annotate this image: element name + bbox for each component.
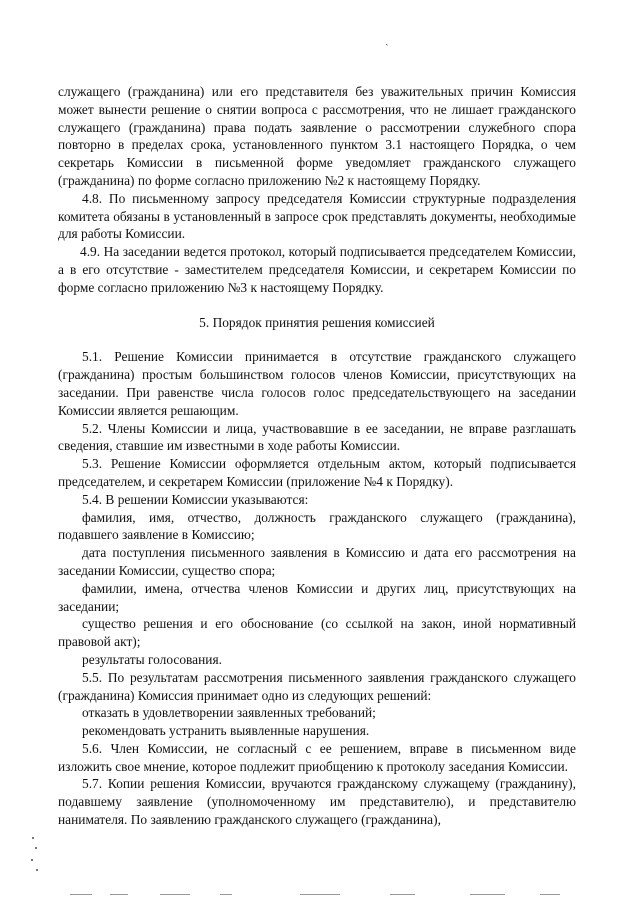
list-item-members: фамилии, имена, отчества членов Комиссии и других лиц, присутствующих на заседании; xyxy=(58,580,576,614)
list-item-dates: дата поступления письменного заявления в Комиссию и дата его рассмотрения на заседании Комиссии, существо спора; xyxy=(58,545,576,578)
list-item-decision-essence: существо решения и его обоснование (со ссылкой на закон, иной нормативный правовой акт); xyxy=(58,616,576,650)
paragraph-5-7: 5.7. Копии решения Комиссии, вручаются гражданскому служащему (гражданину), подавшему заявление (уполномоченному им представителю), и представителю нанимателя. По заявлению гражданского служащего (гражданина), xyxy=(58,776,576,828)
paragraph-5-5: 5.5. По результатам рассмотрения письменного заявления гражданского служащего (гражданина) Комиссия принимает одно из следующих решений: xyxy=(58,669,576,703)
scan-noise xyxy=(30,835,40,875)
paragraph-continuation: служащего (гражданина) или его представителя без уважительных причин Комиссия может вынести решение о снятии вопроса с рассмотрения, что не лишает гражданского служащего (гражданина) права подать заявление о рассмотрении служебного спора повторно в пределах срока, установленного пунктом 3.1 настоящего Порядка, о чем секретарь Комиссии в письменной форме уведомляет гражданского служащего (гражданина) по форме согласно приложению №2 к настоящему Порядку. xyxy=(58,84,576,188)
paragraph-5-6: 5.6. Член Комиссии, не согласный с ее решением, вправе в письменном виде изложить свое мнение, которое подлежит приобщению к протоколу заседания Комиссии. xyxy=(58,740,576,774)
list-item-name-position: фамилия, имя, отчество, должность гражданского служащего (гражданина), подавшего заявление в Комиссию; xyxy=(58,509,576,543)
paragraph-5-3: 5.3. Решение Комиссии оформляется отдельным актом, который подписывается председателем, и секретарем Комиссии (приложение №4 к Порядку). xyxy=(58,456,576,489)
document-body xyxy=(58,83,576,829)
list-item-refuse: отказать в удовлетворении заявленных требований; xyxy=(82,705,376,721)
paragraph-4-8: 4.8. По письменному запросу председателя Комиссии структурные подразделения комитета обязаны в установленный в запросе срок представлять документы, необходимые для работы Комиссии. xyxy=(58,190,576,242)
list-item-recommend: рекомендовать устранить выявленные нарушения. xyxy=(82,723,370,739)
paragraph-4-9: 4.9. На заседании ведется протокол, который подписывается председателем Комиссии, а в его отсутствие - заместителем председателя Комиссии, и секретарем Комиссии по форме согласно приложению №3 к настоящему Порядку. xyxy=(58,244,576,295)
list-item-vote-results: результаты голосования. xyxy=(82,651,222,667)
paragraph-5-1: 5.1. Решение Комиссии принимается в отсутствие гражданского служащего (гражданина) простым большинством голосов членов Комиссии, присутствующих на заседании. При равенстве числа голосов голос председательствующего на заседании Комиссии является решающим. xyxy=(58,349,576,418)
paragraph-5-4: 5.4. В решении Комиссии указываются: xyxy=(82,491,309,507)
paragraph-5-2: 5.2. Члены Комиссии и лица, участвовавшие в ее заседании, не вправе разглашать сведения, ставшие им известными в ходе работы Комиссии. xyxy=(58,420,576,454)
section-heading-5: 5. Порядок принятия решения комиссией xyxy=(199,314,435,330)
scan-mark: ˏ xyxy=(385,34,389,46)
scan-edge-marks xyxy=(70,894,590,898)
